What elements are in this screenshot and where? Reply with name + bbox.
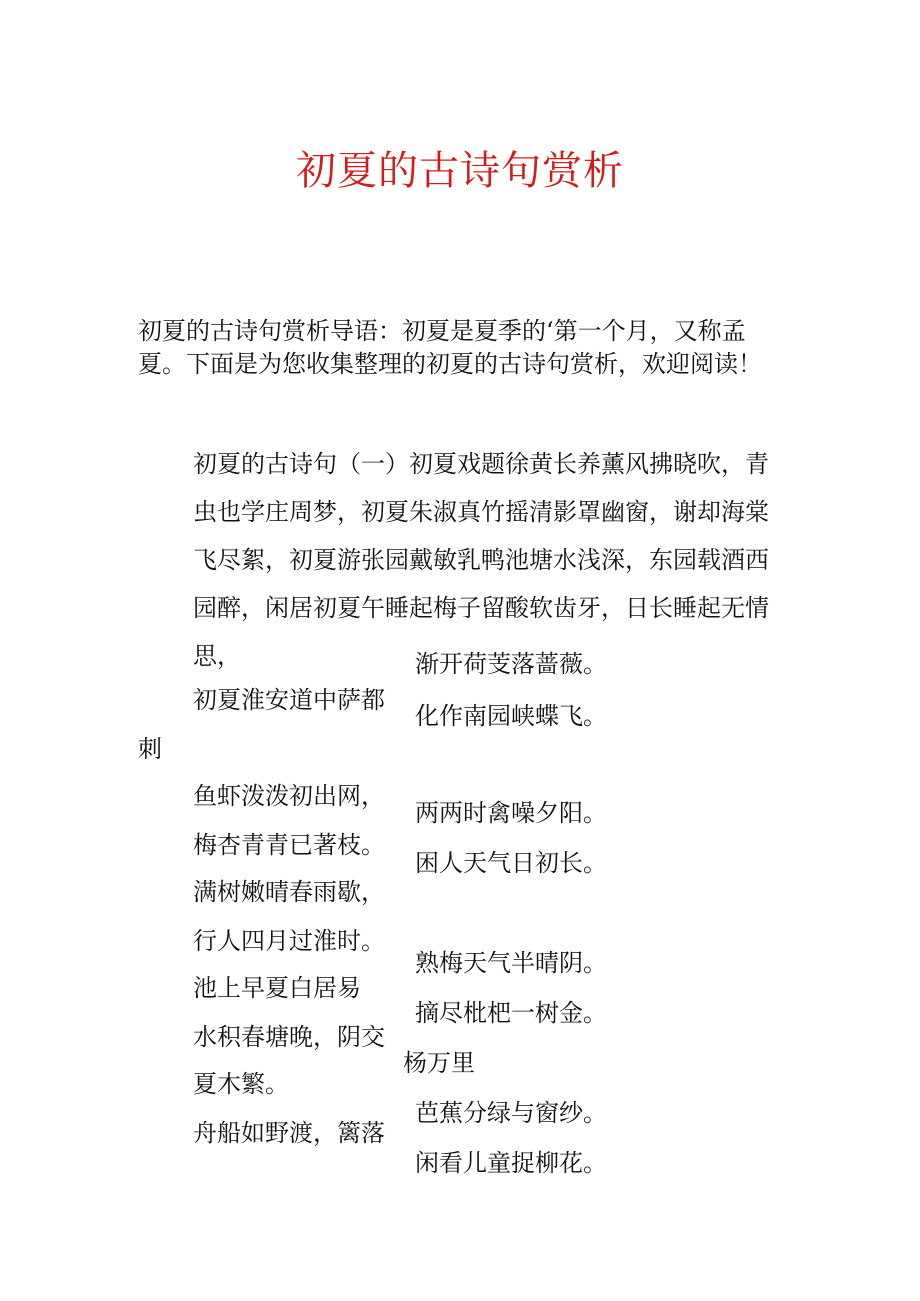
left-line-7: 池上早夏白居易 [193, 974, 361, 1002]
right-line-9: 闲看儿童捉柳花。 [415, 1149, 607, 1177]
right-line-8: 芭蕉分绿与窗纱。 [415, 1099, 607, 1127]
poem-paragraph: 初夏的古诗句（一）初夏戏题徐黄长养薰风拂晓吹，青虫也学庄周梦，初夏朱淑真竹摇清影罩幽窗，谢却海棠飞尽絮，初夏游张园戴敏乳鸭池塘水浅深，东园载酒西园醉，闲居初夏午睡起梅子留酸软齿牙，日长睡起无情思， [193, 450, 769, 670]
left-line-8: 水积春塘晚，阴交 [193, 1023, 385, 1051]
right-line-2: 化作南园峡蝶飞。 [415, 702, 607, 730]
left-line-3: 鱼虾泼泼初出网， [193, 782, 385, 810]
right-line-1: 渐开荷芰落蔷薇。 [415, 650, 607, 678]
left-line-9: 夏木繁。 [193, 1070, 289, 1098]
right-line-3: 两两时禽噪夕阳。 [415, 799, 607, 827]
page-title: 初夏的古诗句赏析 [296, 148, 624, 194]
left-line-2: 刺 [138, 735, 162, 763]
right-line-6: 摘尽枇杷一树金。 [415, 999, 607, 1027]
right-line-4: 困人天气日初长。 [415, 849, 607, 877]
left-line-4: 梅杏青青已著枝。 [193, 831, 385, 859]
left-line-6: 行人四月过淮时。 [193, 927, 385, 955]
right-line-9-clipped [415, 1147, 607, 1177]
right-line-7: 杨万里 [403, 1049, 475, 1077]
left-line-10: 舟船如野渡，篱落 [193, 1119, 385, 1147]
left-line-5: 满树嫩晴春雨歇， [193, 878, 385, 906]
left-line-1: 初夏淮安道中萨都 [193, 686, 385, 714]
right-line-5: 熟梅天气半晴阴。 [415, 949, 607, 977]
intro-paragraph: 初夏的古诗句赏析导语：初夏是夏季的‘第一个月，又称孟夏。下面是为您收集整理的初夏的古诗句赏析，欢迎阅读！ [138, 317, 762, 378]
